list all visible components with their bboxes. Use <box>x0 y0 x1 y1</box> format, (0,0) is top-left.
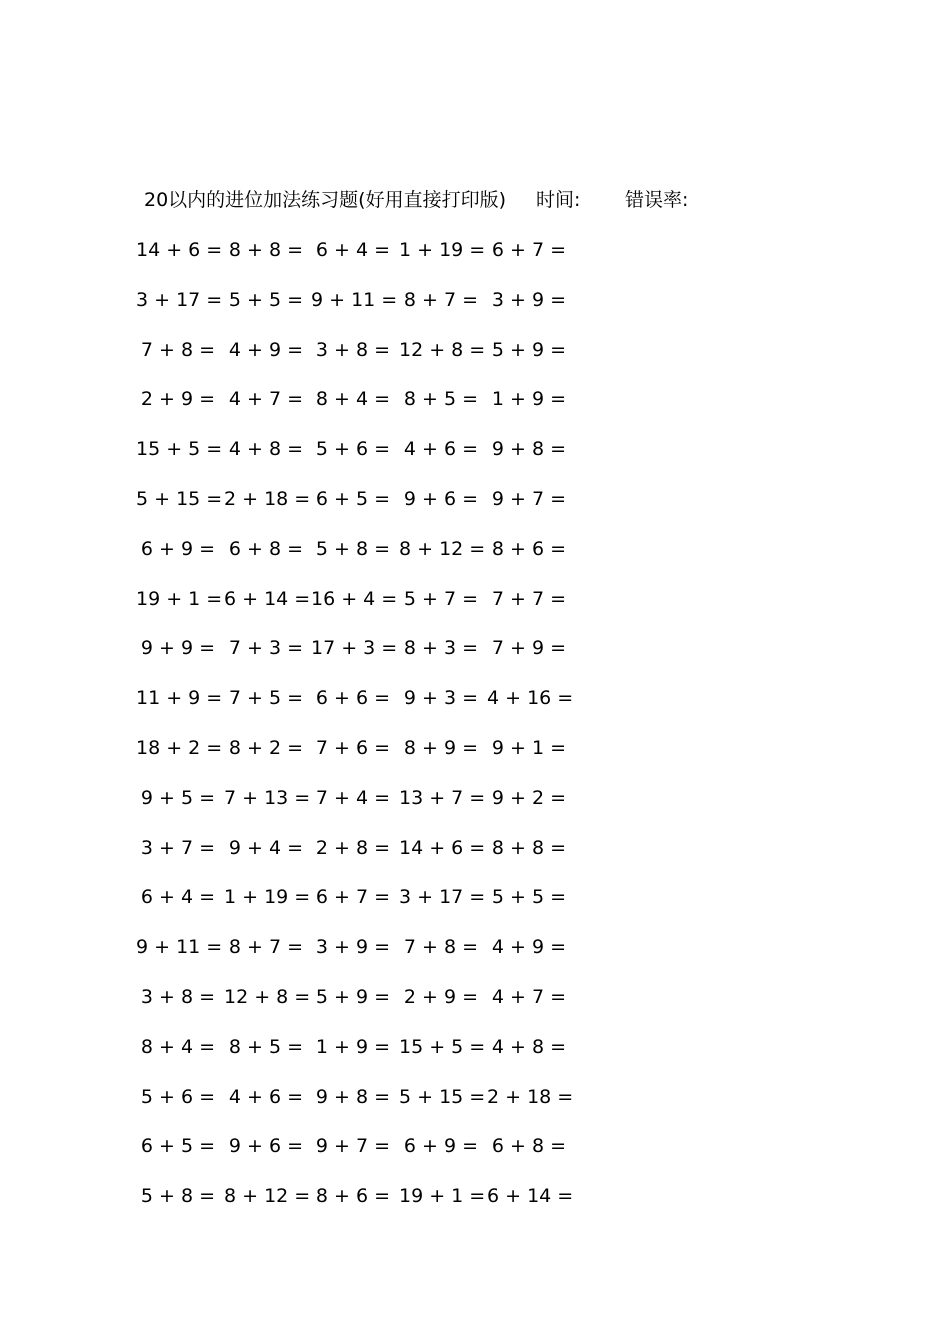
problem-row <box>136 933 614 983</box>
addition-problem: 3 + 7 = <box>140 836 216 859</box>
addition-problem: 6 + 9 = <box>403 1135 479 1158</box>
problem-row <box>140 1132 614 1182</box>
addition-problem: 6 + 4 = <box>140 886 216 909</box>
addition-problem: 3 + 9 = <box>491 288 567 311</box>
problem-row <box>140 535 614 585</box>
addition-problem: 9 + 3 = <box>403 687 479 710</box>
addition-problem: 8 + 4 = <box>140 1035 216 1058</box>
addition-problem: 6 + 5 = <box>140 1135 216 1158</box>
addition-problem: 4 + 16 = <box>487 687 574 710</box>
addition-problem: 9 + 8 = <box>315 1085 391 1108</box>
addition-problem: 1 + 9 = <box>315 1035 391 1058</box>
addition-problem: 1 + 19 = <box>224 886 311 909</box>
addition-problem: 9 + 4 = <box>228 836 304 859</box>
addition-problem: 8 + 3 = <box>403 637 479 660</box>
problem-row <box>136 485 614 535</box>
addition-problem: 19 + 1 = <box>136 587 223 610</box>
addition-problem: 5 + 5 = <box>491 886 567 909</box>
addition-problem: 8 + 6 = <box>491 537 567 560</box>
addition-problem: 7 + 5 = <box>228 687 304 710</box>
addition-problem: 16 + 4 = <box>311 587 398 610</box>
addition-problem: 4 + 8 = <box>491 1035 567 1058</box>
worksheet-title: 20以内的进位加法练习题(好用直接打印版) <box>144 189 507 211</box>
addition-problem: 9 + 2 = <box>491 786 567 809</box>
addition-problem: 7 + 8 = <box>140 338 216 361</box>
addition-problem: 1 + 9 = <box>491 388 567 411</box>
addition-problem: 8 + 12 = <box>224 1185 311 1208</box>
addition-problem: 2 + 18 = <box>487 1085 574 1108</box>
addition-problem: 13 + 7 = <box>399 786 486 809</box>
addition-problem: 5 + 15 = <box>399 1085 486 1108</box>
addition-problem: 8 + 9 = <box>403 736 479 759</box>
addition-problem: 2 + 9 = <box>140 388 216 411</box>
addition-problem: 8 + 4 = <box>315 388 391 411</box>
addition-problem: 8 + 8 = <box>228 239 304 261</box>
addition-problem: 17 + 3 = <box>311 637 398 660</box>
addition-problem: 3 + 8 = <box>140 985 216 1008</box>
addition-problem: 2 + 9 = <box>403 985 479 1008</box>
addition-problem: 6 + 4 = <box>315 239 391 261</box>
addition-problem: 8 + 5 = <box>403 388 479 411</box>
problem-row <box>140 784 614 834</box>
addition-problem: 4 + 9 = <box>228 338 304 361</box>
addition-problem: 5 + 15 = <box>136 487 223 510</box>
addition-problem: 6 + 8 = <box>491 1135 567 1158</box>
addition-problem: 5 + 8 = <box>315 537 391 560</box>
addition-problem: 15 + 5 = <box>399 1035 486 1058</box>
addition-problem: 6 + 8 = <box>228 537 304 560</box>
problem-row <box>136 286 614 336</box>
addition-problem: 12 + 8 = <box>224 985 311 1008</box>
addition-problem: 1 + 19 = <box>399 239 486 261</box>
problem-row <box>140 834 614 884</box>
addition-problem: 9 + 6 = <box>228 1135 304 1158</box>
addition-problem: 3 + 17 = <box>399 886 486 909</box>
error-rate-label: 错误率: <box>625 189 689 211</box>
addition-problem: 3 + 8 = <box>315 338 391 361</box>
problem-row <box>140 634 614 684</box>
addition-problem: 14 + 6 = <box>399 836 486 859</box>
addition-problem: 6 + 14 = <box>224 587 311 610</box>
addition-problem: 5 + 9 = <box>491 338 567 361</box>
problem-row <box>136 684 614 734</box>
problem-row <box>140 336 614 386</box>
addition-problem: 5 + 6 = <box>140 1085 216 1108</box>
addition-problem: 4 + 9 = <box>491 936 567 959</box>
problem-row <box>140 1083 614 1133</box>
addition-problem: 5 + 9 = <box>315 985 391 1008</box>
problem-row <box>136 435 614 485</box>
problem-grid <box>136 236 614 1232</box>
addition-problem: 8 + 2 = <box>228 736 304 759</box>
addition-problem: 7 + 4 = <box>315 786 391 809</box>
addition-problem: 7 + 3 = <box>228 637 304 660</box>
problem-row <box>140 983 614 1033</box>
addition-problem: 6 + 6 = <box>315 687 391 710</box>
problem-row <box>140 385 614 435</box>
problem-row <box>140 883 614 933</box>
addition-problem: 7 + 8 = <box>403 936 479 959</box>
problem-row <box>140 1033 614 1083</box>
problem-row <box>136 236 614 286</box>
addition-problem: 8 + 5 = <box>228 1035 304 1058</box>
problem-row <box>136 585 614 635</box>
addition-problem: 4 + 6 = <box>403 438 479 461</box>
addition-problem: 6 + 9 = <box>140 537 216 560</box>
addition-problem: 8 + 7 = <box>403 288 479 311</box>
addition-problem: 9 + 9 = <box>140 637 216 660</box>
addition-problem: 9 + 5 = <box>140 786 216 809</box>
addition-problem: 9 + 11 = <box>311 288 398 311</box>
time-label: 时间: <box>536 189 581 211</box>
addition-problem: 5 + 5 = <box>228 288 304 311</box>
addition-problem: 9 + 1 = <box>491 736 567 759</box>
addition-problem: 4 + 7 = <box>491 985 567 1008</box>
problem-row <box>140 1182 614 1232</box>
addition-problem: 8 + 12 = <box>399 537 486 560</box>
addition-problem: 7 + 9 = <box>491 637 567 660</box>
addition-problem: 8 + 7 = <box>228 936 304 959</box>
addition-problem: 8 + 6 = <box>315 1185 391 1208</box>
problem-row <box>136 734 614 784</box>
addition-problem: 9 + 11 = <box>136 936 223 959</box>
addition-problem: 6 + 7 = <box>315 886 391 909</box>
addition-problem: 3 + 17 = <box>136 288 223 311</box>
addition-problem: 18 + 2 = <box>136 736 223 759</box>
addition-problem: 7 + 7 = <box>491 587 567 610</box>
addition-problem: 9 + 6 = <box>403 487 479 510</box>
addition-problem: 14 + 6 = <box>136 239 223 261</box>
addition-problem: 9 + 8 = <box>491 438 567 461</box>
addition-problem: 6 + 7 = <box>491 239 567 261</box>
addition-problem: 7 + 13 = <box>224 786 311 809</box>
addition-problem: 6 + 5 = <box>315 487 391 510</box>
addition-problem: 19 + 1 = <box>399 1185 486 1208</box>
addition-problem: 4 + 8 = <box>228 438 304 461</box>
addition-problem: 15 + 5 = <box>136 438 223 461</box>
addition-problem: 4 + 7 = <box>228 388 304 411</box>
addition-problem: 2 + 8 = <box>315 836 391 859</box>
addition-problem: 2 + 18 = <box>224 487 311 510</box>
addition-problem: 5 + 6 = <box>315 438 391 461</box>
addition-problem: 5 + 8 = <box>140 1185 216 1208</box>
addition-problem: 12 + 8 = <box>399 338 486 361</box>
addition-problem: 5 + 7 = <box>403 587 479 610</box>
addition-problem: 11 + 9 = <box>136 687 223 710</box>
addition-problem: 6 + 14 = <box>487 1185 574 1208</box>
addition-problem: 9 + 7 = <box>315 1135 391 1158</box>
addition-problem: 3 + 9 = <box>315 936 391 959</box>
addition-problem: 4 + 6 = <box>228 1085 304 1108</box>
addition-problem: 8 + 8 = <box>491 836 567 859</box>
addition-problem: 7 + 6 = <box>315 736 391 759</box>
addition-problem: 9 + 7 = <box>491 487 567 510</box>
